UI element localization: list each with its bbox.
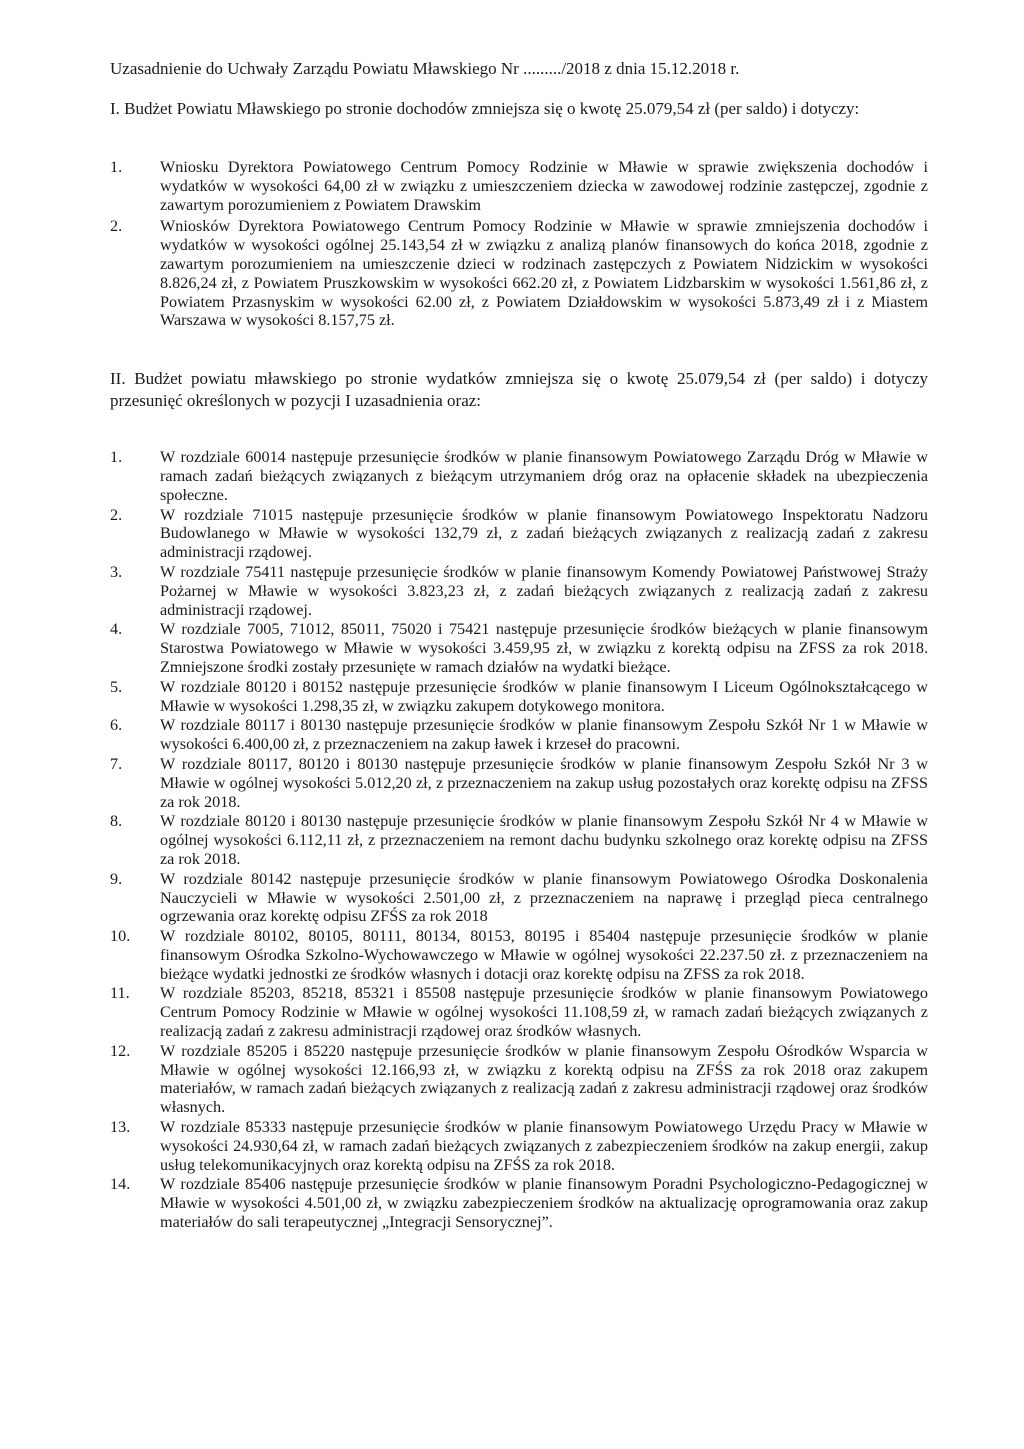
list-item-text: W rozdziale 80117 i 80130 następuje przesunięcie środków w planie finansowym Zespołu Szkół Nr 1 w Mławie w wysokości 6.400,00 zł, z przeznaczeniem na zakup ławek i krzeseł do pracowni. [160, 716, 928, 754]
list-item [110, 506, 928, 562]
list-item-text: W rozdziale 80117, 80120 i 80130 następuje przesunięcie środków w planie finansowym Zespołu Szkół Nr 3 w Mławie w ogólnej wysokości 5.012,20 zł, z przeznaczeniem na zakup usług pozostałych oraz korektę odpisu na ZFSS za rok 2018. [160, 754, 928, 811]
list-item [110, 158, 928, 214]
list-item-text: W rozdziale 75411 następuje przesunięcie środków w planie finansowym Komendy Powiatowej Państwowej Straży Pożarnej w Mławie w wysokości 3.823,23 zł, z zadań bieżących związanych z realizacją zadań z zakresu administracji rządowej. [160, 562, 928, 619]
list-item [110, 217, 928, 330]
list-item-number: 6. [110, 716, 123, 735]
list-item-number: 14. [110, 1175, 131, 1194]
list-item-text: W rozdziale 71015 następuje przesunięcie środków w planie finansowym Powiatowego Inspektoratu Nadzoru Budowlanego w Mławie w wysokości 132,79 zł, z zadań bieżących związanych z realizacją zadań z zakresu administracji rządowej. [160, 505, 928, 562]
list-item [110, 716, 928, 754]
list-item-text: W rozdziale 7005, 71012, 85011, 75020 i 75421 następuje przesunięcie środków bieżących w planie finansowym Starostwa Powiatowego w Mławie w wysokości 3.459,95 zł, w związku z korektą odpisu na ZFSS za rok 2018. Zmniejszone środki zostały przesunięte w ramach działów na wydatki bieżące. [160, 620, 928, 676]
list-item [110, 812, 928, 868]
list-item-number: 9. [110, 869, 123, 888]
list-item-number: 3. [110, 562, 123, 581]
list-item-text: W rozdziale 85333 następuje przesunięcie środków w planie finansowym Powiatowego Urzędu Pracy w Mławie w wysokości 24.930,64 zł, w ramach zadań bieżących związanych z zabezpieczeniem środków na zakup energii, zakup usług telekomunikacyjnych oraz korektą odpisu na ZFŚS za rok 2018. [160, 1118, 928, 1174]
list-item [110, 927, 928, 983]
list-item-text: Wniosku Dyrektora Powiatowego Centrum Pomocy Rodzinie w Mławie w sprawie zwiększenia dochodów i wydatków w wysokości 64,00 zł w związku z umieszczeniem dziecka w zawodowej rodzinie zastępczej, zgodnie z zawartym porozumieniem z Powiatem Drawskim [160, 158, 928, 214]
list-item-text: W rozdziale 80120 i 80130 następuje przesunięcie środków w planie finansowym Zespołu Szkół Nr 4 w Mławie w ogólnej wysokości 6.112,11 zł, z przeznaczeniem na remont dachu budynku szkolnego oraz korektę odpisu na ZFSS za rok 2018. [160, 812, 928, 868]
list-item [110, 620, 928, 676]
list-item-number: 5. [110, 677, 123, 696]
list-item-text: W rozdziale 85406 następuje przesunięcie środków w planie finansowym Poradni Psychologiczno-Pedagogicznej w Mławie w wysokości 4.501,00 zł, w związku zabezpieczeniem środków na aktualizację oprogramowania oraz zakup materiałów do sali terapeutycznej „Integracji Sensorycznej”. [160, 1175, 928, 1232]
list-item-text: W rozdziale 60014 następuje przesunięcie środków w planie finansowym Powiatowego Zarządu Dróg w Mławie w ramach zadań bieżących związanych z bieżącym utrzymaniem dróg oraz na opłacenie składek na ubezpieczenia społeczne. [160, 448, 928, 504]
list-item-number: 13. [110, 1118, 131, 1137]
list-item [110, 755, 928, 811]
document-header: Uzasadnienie do Uchwały Zarządu Powiatu Mławskiego Nr ........./2018 z dnia 15.12.2018 r. [110, 59, 740, 78]
section-1-intro: I. Budżet Powiatu Mławskiego po stronie dochodów zmniejsza się o kwotę 25.079,54 zł (per saldo) i dotyczy: [110, 99, 860, 118]
list-item-number: 12. [110, 1041, 131, 1060]
list-item-number: 2. [110, 217, 123, 236]
list-item [110, 984, 928, 1040]
list-item-text: W rozdziale 80142 następuje przesunięcie środków w planie finansowym Powiatowego Ośrodka Doskonalenia Nauczycieli w Mławie w wysokości 2.501,00 zł, z przeznaczeniem na naprawę i przegląd pieca centralnego ogrzewania oraz korektę odpisu ZFŚS za rok 2018 [160, 869, 928, 926]
list-item-number: 1. [110, 448, 123, 467]
list-item [110, 1042, 928, 1117]
list-item [110, 1175, 928, 1231]
list-item-number: 11. [110, 984, 130, 1003]
section-2-list [110, 448, 928, 1232]
list-item [110, 448, 928, 504]
list-item-number: 1. [110, 158, 123, 176]
list-item-number: 2. [110, 505, 123, 524]
list-item-text: W rozdziale 85203, 85218, 85321 i 85508 następuje przesunięcie środków w planie finansowym Powiatowego Centrum Pomocy Rodzinie w Mławie w ogólnej wysokości 11.108,59 zł, w ramach zadań bieżących związanych z realizacją zadań z zakresu administracji rządowej oraz środków własnych. [160, 984, 928, 1041]
section-1-list [110, 158, 928, 330]
list-item-text: W rozdziale 85205 i 85220 następuje przesunięcie środków w planie finansowym Zespołu Ośrodków Wsparcia w Mławie w ogólnej wysokości 12.166,93 zł, w związku z korektą odpisu na ZFŚS za rok 2018 oraz zakupem materiałów, w ramach zadań bieżących związanych z realizacją zadań z zakresu administracji rządowej oraz środków własnych. [160, 1041, 928, 1117]
list-item-number: 4. [110, 620, 123, 639]
list-item-text: W rozdziale 80120 i 80152 następuje przesunięcie środków w planie finansowym I Liceum Ogólnokształcącego w Mławie w wysokości 1.298,35 zł, w związku zakupem dotykowego monitora. [160, 677, 928, 715]
list-item-number: 7. [110, 754, 123, 773]
list-item [110, 870, 928, 926]
list-item-number: 10. [110, 927, 131, 946]
section-2-intro: II. Budżet powiatu mławskiego po stronie wydatków zmniejsza się o kwotę 25.079,54 zł (per saldo) i dotyczy przesunięć określonych w pozycji I uzasadnienia oraz: [110, 369, 928, 411]
list-item [110, 678, 928, 716]
list-item [110, 563, 928, 619]
list-item-text: Wniosków Dyrektora Powiatowego Centrum Pomocy Rodzinie w Mławie w sprawie zmniejszenia dochodów i wydatków w wysokości ogólnej 25.143,54 zł w związku z analizą planów finansowych do końca 2018, zgodnie z zawartym porozumieniem na umieszczenie dzieci w rodzinach zastępczych z Powiatem Nidzickim w wysokości 8.826,24 zł, z Powiatem Pruszkowskim w wysokości 662.20 zł, z Powiatem Lidzbarskim w wysokości 1.561,86 zł, z Powiatem Przasnyskim w wysokości 62.00 zł, z Powiatem Działdowskim w wysokości 5.873,49 zł i z Miastem Warszawa w wysokości 8.157,75 zł. [160, 217, 928, 330]
list-item-text: W rozdziale 80102, 80105, 80111, 80134, 80153, 80195 i 85404 następuje przesunięcie środków w planie finansowym Ośrodka Szkolno-Wychowawczego w Mławie w ogólnej wysokości 22.237.50 zł. z przeznaczeniem na bieżące wydatki jednostki ze środków własnych i dotacji oraz korektę odpisu na ZFSS za rok 2018. [160, 927, 928, 983]
list-item [110, 1118, 928, 1174]
list-item-number: 8. [110, 812, 123, 831]
